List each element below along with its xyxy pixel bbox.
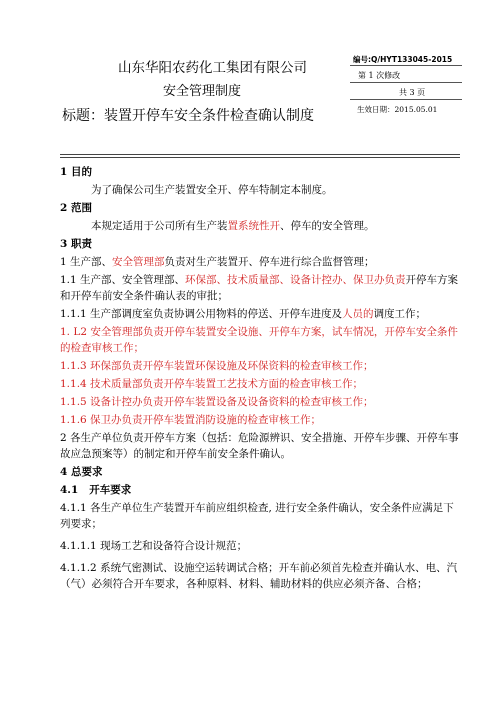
header-rule-3 [350,99,462,100]
clause-4-1-1: 4.1.1 各生产单位生产装置开车前应组织检查, 进行安全条件确认，安全条件应满足下列要求； [60,502,454,530]
clause-4-1-1-2: 4.1.1.2 系统气密测试、设施空运转调试合格；开车前必须首先检查并确认水、电、汽（气）必须符合开车要求，各种原料、材料、辅助材料的供应必须齐备、合格； [60,562,458,590]
duty-1-1-6: 1.1.6 保卫办负责开停车装置消防设施的检查审核工作； [60,414,322,426]
section-2-text-red: 置系统性开 [227,220,280,232]
header-rule-1 [350,65,462,66]
doc-number: 编号:Q/HYT133045-2015 [353,55,453,64]
duty-1-1-a: 1.1 生产部、安全管理部、 [60,274,186,286]
title-prefix: 标题： [62,108,104,124]
page-count: 共 3 页 [399,88,426,97]
duty-1-1-1-b: 调度工作； [373,308,427,320]
duty-1 [60,254,464,270]
duty-1-1-5: 1.1.5 设备计控办负责开停车装置设备及设备资料的检查审核工作； [60,396,374,408]
duty-1-1-red: 环保部、技术质量部、设备计控办、保卫办负责 [185,274,406,286]
duty-1-a: 1 生产部、 [60,256,113,268]
section-4-1-title: 开车要求 [89,484,132,496]
duty-1-1-4: 1.1.4 技术质量部负责开停车装置工艺技术方面的检查审核工作； [60,378,364,390]
section-3-heading: 3 职责 [60,238,92,250]
company-name: 山东华阳农药化工集团有限公司 [118,60,307,76]
section-1-text: 为了确保公司生产装置安全开、停车特制定本制度。 [91,184,333,196]
duty-1-b: 负责对生产装置开、停车进行综合监督管理； [164,256,375,268]
section-2-text [60,218,464,234]
duty-1-1-1-red: 人员的 [342,308,374,320]
section-2-text-a: 本规定适用于公司所有生产装 [91,220,228,232]
header-divider-top [60,154,460,155]
header-divider-bottom [60,157,460,158]
document-title [62,105,314,125]
clause-4-1-1-1: 4.1.1.1 现场工艺和设备符合设计规范； [60,540,248,552]
section-2-text-b: 、停车的安全管理。 [280,220,375,232]
document-body [60,164,464,594]
header-rule-2 [350,82,462,83]
duty-1-1-2: 1. L2 安全管理部负责开停车装置安全设施、开停车方案，试车情况，开停车安全条件的检查审核工作； [60,326,458,354]
duty-1-1-b: 开停车方案和开停车前安全条件确认表的审批； [60,274,459,302]
section-2-heading: 2 范围 [60,202,92,214]
duty-1-red: 安全管理部 [112,256,165,268]
duty-1-1-1 [60,306,464,322]
title-text: 装置开停车安全条件检查确认制度 [104,108,314,124]
section-4-1-number: 4.1 [60,484,79,496]
system-title: 安全管理制度 [163,84,242,99]
section-4-heading: 4 总要求 [60,466,103,478]
effective-date: 生效日期：2015.05.01 [357,105,438,114]
revision-label: 第 1 次修改 [358,71,401,80]
section-1-heading: 1 目的 [60,166,92,178]
duty-1-1-1-a: 1.1.1 生产部调度室负责协调公用物料的停送、开停车进度及 [60,308,343,320]
duty-2: 2 各生产单位负责开停车方案（包括：危险源辨识、安全措施、开停车步骤、开停车事故应急预案等）的制定和开停车前安全条件确认。 [60,432,459,460]
section-4-1-heading [60,482,464,498]
duty-1-1-3: 1.1.3 环保部负责开停车装置环保设施及环保资料的检查审核工作； [60,360,374,372]
duty-1-1 [60,272,464,304]
